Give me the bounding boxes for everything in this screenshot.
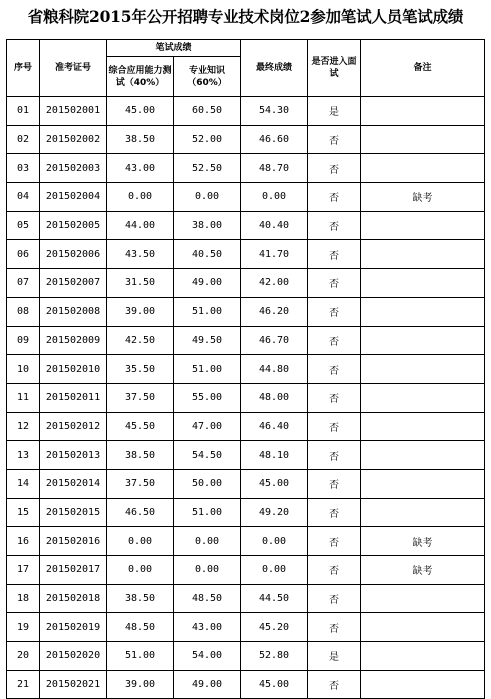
table-row	[7, 613, 485, 642]
cell-interview: 否	[308, 297, 361, 326]
cell-seq: 16	[7, 527, 40, 556]
cell-ticket: 201502016	[40, 527, 107, 556]
cell-final: 46.60	[241, 125, 308, 154]
table-row	[7, 326, 485, 355]
cell-comprehensive: 48.50	[107, 613, 174, 642]
cell-comprehensive: 38.50	[107, 584, 174, 613]
cell-professional: 51.00	[174, 297, 241, 326]
score-table	[6, 39, 485, 699]
cell-interview: 否	[308, 613, 361, 642]
cell-final: 0.00	[241, 183, 308, 212]
cell-professional: 51.00	[174, 355, 241, 384]
cell-comprehensive: 37.50	[107, 469, 174, 498]
cell-professional: 48.50	[174, 584, 241, 613]
cell-interview: 否	[308, 269, 361, 298]
cell-seq: 14	[7, 469, 40, 498]
cell-final: 48.70	[241, 154, 308, 183]
cell-final: 0.00	[241, 556, 308, 585]
header-interview: 是否进入面试	[308, 40, 361, 97]
cell-seq: 02	[7, 125, 40, 154]
table-row	[7, 154, 485, 183]
table-row	[7, 670, 485, 699]
cell-remark	[361, 355, 485, 384]
cell-remark	[361, 412, 485, 441]
cell-interview: 是	[308, 97, 361, 126]
header-remark: 备注	[361, 40, 485, 97]
cell-seq: 03	[7, 154, 40, 183]
cell-final: 49.20	[241, 498, 308, 527]
cell-professional: 0.00	[174, 183, 241, 212]
cell-interview: 否	[308, 355, 361, 384]
cell-comprehensive: 0.00	[107, 527, 174, 556]
cell-professional: 0.00	[174, 556, 241, 585]
table-row	[7, 584, 485, 613]
cell-seq: 17	[7, 556, 40, 585]
cell-comprehensive: 45.50	[107, 412, 174, 441]
cell-remark	[361, 97, 485, 126]
cell-comprehensive: 44.00	[107, 211, 174, 240]
cell-seq: 19	[7, 613, 40, 642]
cell-remark: 缺考	[361, 556, 485, 585]
cell-interview: 否	[308, 383, 361, 412]
cell-remark	[361, 642, 485, 671]
cell-ticket: 201502001	[40, 97, 107, 126]
cell-professional: 52.00	[174, 125, 241, 154]
cell-professional: 52.50	[174, 154, 241, 183]
cell-comprehensive: 31.50	[107, 269, 174, 298]
cell-interview: 否	[308, 412, 361, 441]
cell-ticket: 201502011	[40, 383, 107, 412]
cell-ticket: 201502021	[40, 670, 107, 699]
cell-seq: 11	[7, 383, 40, 412]
cell-seq: 12	[7, 412, 40, 441]
cell-ticket: 201502014	[40, 469, 107, 498]
cell-final: 44.80	[241, 355, 308, 384]
cell-interview: 否	[308, 240, 361, 269]
cell-professional: 40.50	[174, 240, 241, 269]
table-row	[7, 183, 485, 212]
cell-remark	[361, 125, 485, 154]
cell-ticket: 201502004	[40, 183, 107, 212]
table-row	[7, 412, 485, 441]
cell-professional: 51.00	[174, 498, 241, 527]
cell-seq: 15	[7, 498, 40, 527]
cell-final: 45.20	[241, 613, 308, 642]
cell-final: 42.00	[241, 269, 308, 298]
cell-comprehensive: 38.50	[107, 441, 174, 470]
cell-comprehensive: 43.00	[107, 154, 174, 183]
cell-remark	[361, 613, 485, 642]
table-body	[7, 97, 485, 699]
cell-seq: 20	[7, 642, 40, 671]
table-row	[7, 211, 485, 240]
cell-seq: 10	[7, 355, 40, 384]
header-professional: 专业知识（60%）	[174, 57, 241, 97]
cell-interview: 否	[308, 469, 361, 498]
cell-remark	[361, 469, 485, 498]
cell-professional: 50.00	[174, 469, 241, 498]
cell-ticket: 201502013	[40, 441, 107, 470]
cell-professional: 38.00	[174, 211, 241, 240]
cell-professional: 0.00	[174, 527, 241, 556]
cell-final: 46.40	[241, 412, 308, 441]
cell-comprehensive: 43.50	[107, 240, 174, 269]
cell-remark: 缺考	[361, 183, 485, 212]
table-row	[7, 498, 485, 527]
cell-professional: 49.00	[174, 269, 241, 298]
cell-comprehensive: 39.00	[107, 670, 174, 699]
header-final-score: 最终成绩	[241, 40, 308, 97]
cell-ticket: 201502015	[40, 498, 107, 527]
cell-comprehensive: 35.50	[107, 355, 174, 384]
table-row	[7, 355, 485, 384]
cell-remark	[361, 240, 485, 269]
cell-interview: 否	[308, 670, 361, 699]
cell-ticket: 201502008	[40, 297, 107, 326]
table-row	[7, 297, 485, 326]
cell-ticket: 201502003	[40, 154, 107, 183]
cell-professional: 55.00	[174, 383, 241, 412]
cell-interview: 否	[308, 556, 361, 585]
cell-ticket: 201502009	[40, 326, 107, 355]
page-title: 省粮科院2015年公开招聘专业技术岗位2参加笔试人员笔试成绩	[27, 7, 464, 26]
cell-comprehensive: 46.50	[107, 498, 174, 527]
cell-seq: 05	[7, 211, 40, 240]
header-written-score: 笔试成绩	[107, 40, 241, 57]
table-row	[7, 125, 485, 154]
table-row	[7, 642, 485, 671]
cell-ticket: 201502006	[40, 240, 107, 269]
cell-ticket: 201502007	[40, 269, 107, 298]
table-row	[7, 556, 485, 585]
cell-final: 48.00	[241, 383, 308, 412]
cell-final: 44.50	[241, 584, 308, 613]
cell-interview: 否	[308, 154, 361, 183]
cell-interview: 否	[308, 125, 361, 154]
table-row	[7, 469, 485, 498]
cell-comprehensive: 51.00	[107, 642, 174, 671]
cell-final: 48.10	[241, 441, 308, 470]
cell-seq: 04	[7, 183, 40, 212]
cell-interview: 否	[308, 211, 361, 240]
cell-seq: 08	[7, 297, 40, 326]
cell-final: 54.30	[241, 97, 308, 126]
cell-final: 45.00	[241, 670, 308, 699]
header-ticket: 准考证号	[40, 40, 107, 97]
cell-final: 52.80	[241, 642, 308, 671]
cell-ticket: 201502017	[40, 556, 107, 585]
cell-ticket: 201502020	[40, 642, 107, 671]
cell-comprehensive: 37.50	[107, 383, 174, 412]
cell-final: 45.00	[241, 469, 308, 498]
cell-interview: 否	[308, 183, 361, 212]
cell-ticket: 201502018	[40, 584, 107, 613]
cell-seq: 09	[7, 326, 40, 355]
table-row	[7, 240, 485, 269]
cell-professional: 54.50	[174, 441, 241, 470]
header-comprehensive: 综合应用能力测试（40%）	[107, 57, 174, 97]
cell-remark	[361, 670, 485, 699]
cell-professional: 43.00	[174, 613, 241, 642]
cell-comprehensive: 38.50	[107, 125, 174, 154]
cell-final: 0.00	[241, 527, 308, 556]
cell-seq: 07	[7, 269, 40, 298]
cell-comprehensive: 0.00	[107, 183, 174, 212]
cell-comprehensive: 0.00	[107, 556, 174, 585]
cell-professional: 47.00	[174, 412, 241, 441]
cell-interview: 否	[308, 584, 361, 613]
cell-remark	[361, 154, 485, 183]
cell-ticket: 201502005	[40, 211, 107, 240]
cell-final: 46.20	[241, 297, 308, 326]
cell-remark	[361, 498, 485, 527]
cell-ticket: 201502012	[40, 412, 107, 441]
cell-seq: 13	[7, 441, 40, 470]
table-header	[7, 40, 485, 97]
header-seq: 序号	[7, 40, 40, 97]
table-row	[7, 97, 485, 126]
cell-ticket: 201502002	[40, 125, 107, 154]
cell-final: 46.70	[241, 326, 308, 355]
cell-comprehensive: 42.50	[107, 326, 174, 355]
cell-seq: 21	[7, 670, 40, 699]
cell-remark	[361, 297, 485, 326]
cell-final: 41.70	[241, 240, 308, 269]
cell-remark	[361, 269, 485, 298]
cell-interview: 是	[308, 642, 361, 671]
cell-interview: 否	[308, 498, 361, 527]
cell-remark	[361, 211, 485, 240]
cell-final: 40.40	[241, 211, 308, 240]
cell-comprehensive: 45.00	[107, 97, 174, 126]
cell-professional: 60.50	[174, 97, 241, 126]
cell-interview: 否	[308, 527, 361, 556]
cell-interview: 否	[308, 441, 361, 470]
cell-remark	[361, 441, 485, 470]
cell-remark	[361, 383, 485, 412]
cell-remark	[361, 584, 485, 613]
table-row	[7, 269, 485, 298]
cell-ticket: 201502010	[40, 355, 107, 384]
cell-remark: 缺考	[361, 527, 485, 556]
cell-comprehensive: 39.00	[107, 297, 174, 326]
cell-professional: 49.50	[174, 326, 241, 355]
cell-remark	[361, 326, 485, 355]
cell-seq: 01	[7, 97, 40, 126]
cell-interview: 否	[308, 326, 361, 355]
cell-seq: 06	[7, 240, 40, 269]
cell-ticket: 201502019	[40, 613, 107, 642]
table-row	[7, 441, 485, 470]
table-row	[7, 527, 485, 556]
cell-seq: 18	[7, 584, 40, 613]
table-row	[7, 383, 485, 412]
cell-professional: 54.00	[174, 642, 241, 671]
cell-professional: 49.00	[174, 670, 241, 699]
